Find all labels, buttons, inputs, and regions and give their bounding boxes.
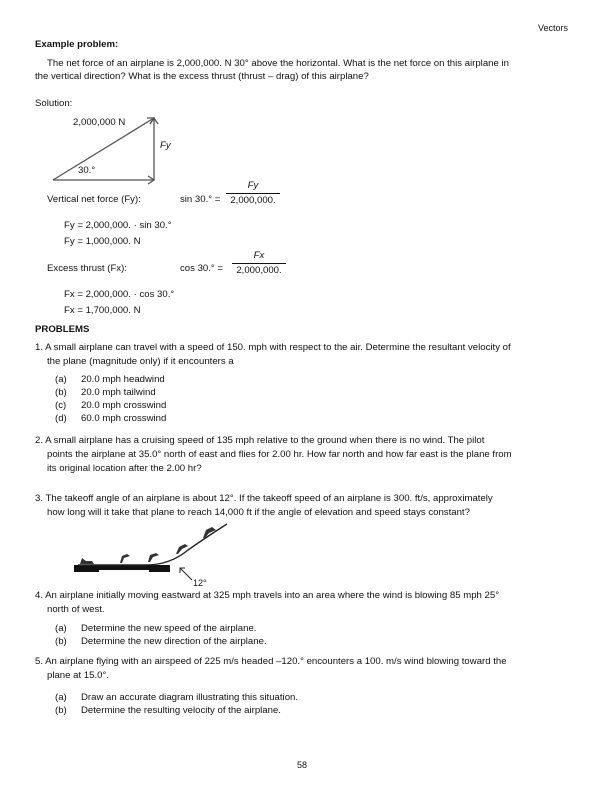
example-text: The net force of an airplane is 2,000,000. N 30° above the horizontal. What is the net force on this airplane in (47, 58, 509, 69)
item-label: (d) (55, 413, 67, 424)
problem-1-text: the plane (magnitude only) if it encounters a (47, 356, 234, 367)
cos-equation: cos 30.° = (180, 263, 224, 274)
problem-2-text: points the airplane at 35.0° north of east and flies for 2.00 hr. How far north and how far east is the plane from (47, 449, 512, 460)
page-number: 58 (297, 760, 308, 770)
fraction (226, 180, 280, 207)
item-text: Determine the new speed of the airplane. (81, 623, 257, 634)
item-text: Determine the new direction of the airplane. (81, 636, 267, 647)
item-label: (a) (55, 374, 67, 385)
item-text: Draw an accurate diagram illustrating this situation. (81, 692, 299, 703)
item-label: (c) (55, 400, 67, 411)
item-label: (b) (55, 387, 67, 398)
problem-4-text: 4. An airplane initially moving eastward at 325 mph travels into an area where the wind is blowing 85 mph 25° (35, 590, 500, 601)
sin-equation: sin 30.° = (180, 194, 221, 205)
item-text: 20.0 mph tailwind (81, 387, 156, 398)
fy-label: Fy (160, 140, 171, 151)
fx-step: Fx = 2,000,000. · cos 30.° (64, 289, 175, 300)
item-label: (b) (55, 705, 67, 716)
item-label: (b) (55, 636, 67, 647)
item-text: 20.0 mph headwind (81, 374, 165, 385)
problem-5-text: plane at 15.0°. (47, 670, 109, 681)
solution-label: Solution: (35, 98, 73, 109)
numerator: Fx (232, 250, 286, 264)
item-text: 60.0 mph crosswind (81, 413, 167, 424)
item-text: Determine the resulting velocity of the airplane. (81, 705, 281, 716)
problem-2-text: its original location after the 2.00 hr? (47, 463, 202, 474)
excess-label: Excess thrust (Fx): (47, 263, 127, 274)
fy-result: Fy = 1,000,000. N (64, 236, 141, 247)
item-label: (a) (55, 623, 67, 634)
problem-1-text: 1. A small airplane can travel with a speed of 150. mph with respect to the air. Determine the resultant velocity of (35, 342, 511, 353)
problems-heading: PROBLEMS (35, 324, 90, 335)
denominator: 2,000,000. (230, 195, 276, 206)
example-heading: Example problem: (35, 39, 119, 50)
vertical-label: Vertical net force (Fy): (47, 194, 141, 205)
running-header: Vectors (537, 23, 568, 33)
takeoff-diagram (70, 522, 230, 582)
hypotenuse-label: 2,000,000 N (73, 117, 126, 128)
angle-label: 30.° (78, 165, 96, 176)
fx-result: Fx = 1,700,000. N (64, 305, 141, 316)
problem-3-text: how long will it take that plane to reach 14,000 ft if the angle of elevation and speed stays constant? (47, 507, 470, 518)
fy-step: Fy = 2,000,000. · sin 30.° (64, 220, 172, 231)
angle-label: 12° (193, 578, 207, 588)
item-label: (a) (55, 692, 67, 703)
problem-2-text: 2. A small airplane has a cruising speed of 135 mph relative to the ground when there is no wind. The pilot (35, 435, 485, 446)
problem-5-text: 5. An airplane flying with an airspeed of 225 m/s headed –120.° encounters a 100. m/s wind blowing toward the (35, 656, 507, 667)
fraction (232, 250, 286, 277)
denominator: 2,000,000. (236, 265, 282, 276)
item-text: 20.0 mph crosswind (81, 400, 167, 411)
numerator: Fy (226, 180, 280, 194)
problem-4-text: north of west. (47, 604, 105, 615)
problem-3-text: 3. The takeoff angle of an airplane is about 12°. If the takeoff speed of an airplane is 300. ft/s, approximately (35, 493, 493, 504)
example-text: the vertical direction? What is the excess thrust (thrust – drag) of this airplane? (35, 71, 369, 82)
